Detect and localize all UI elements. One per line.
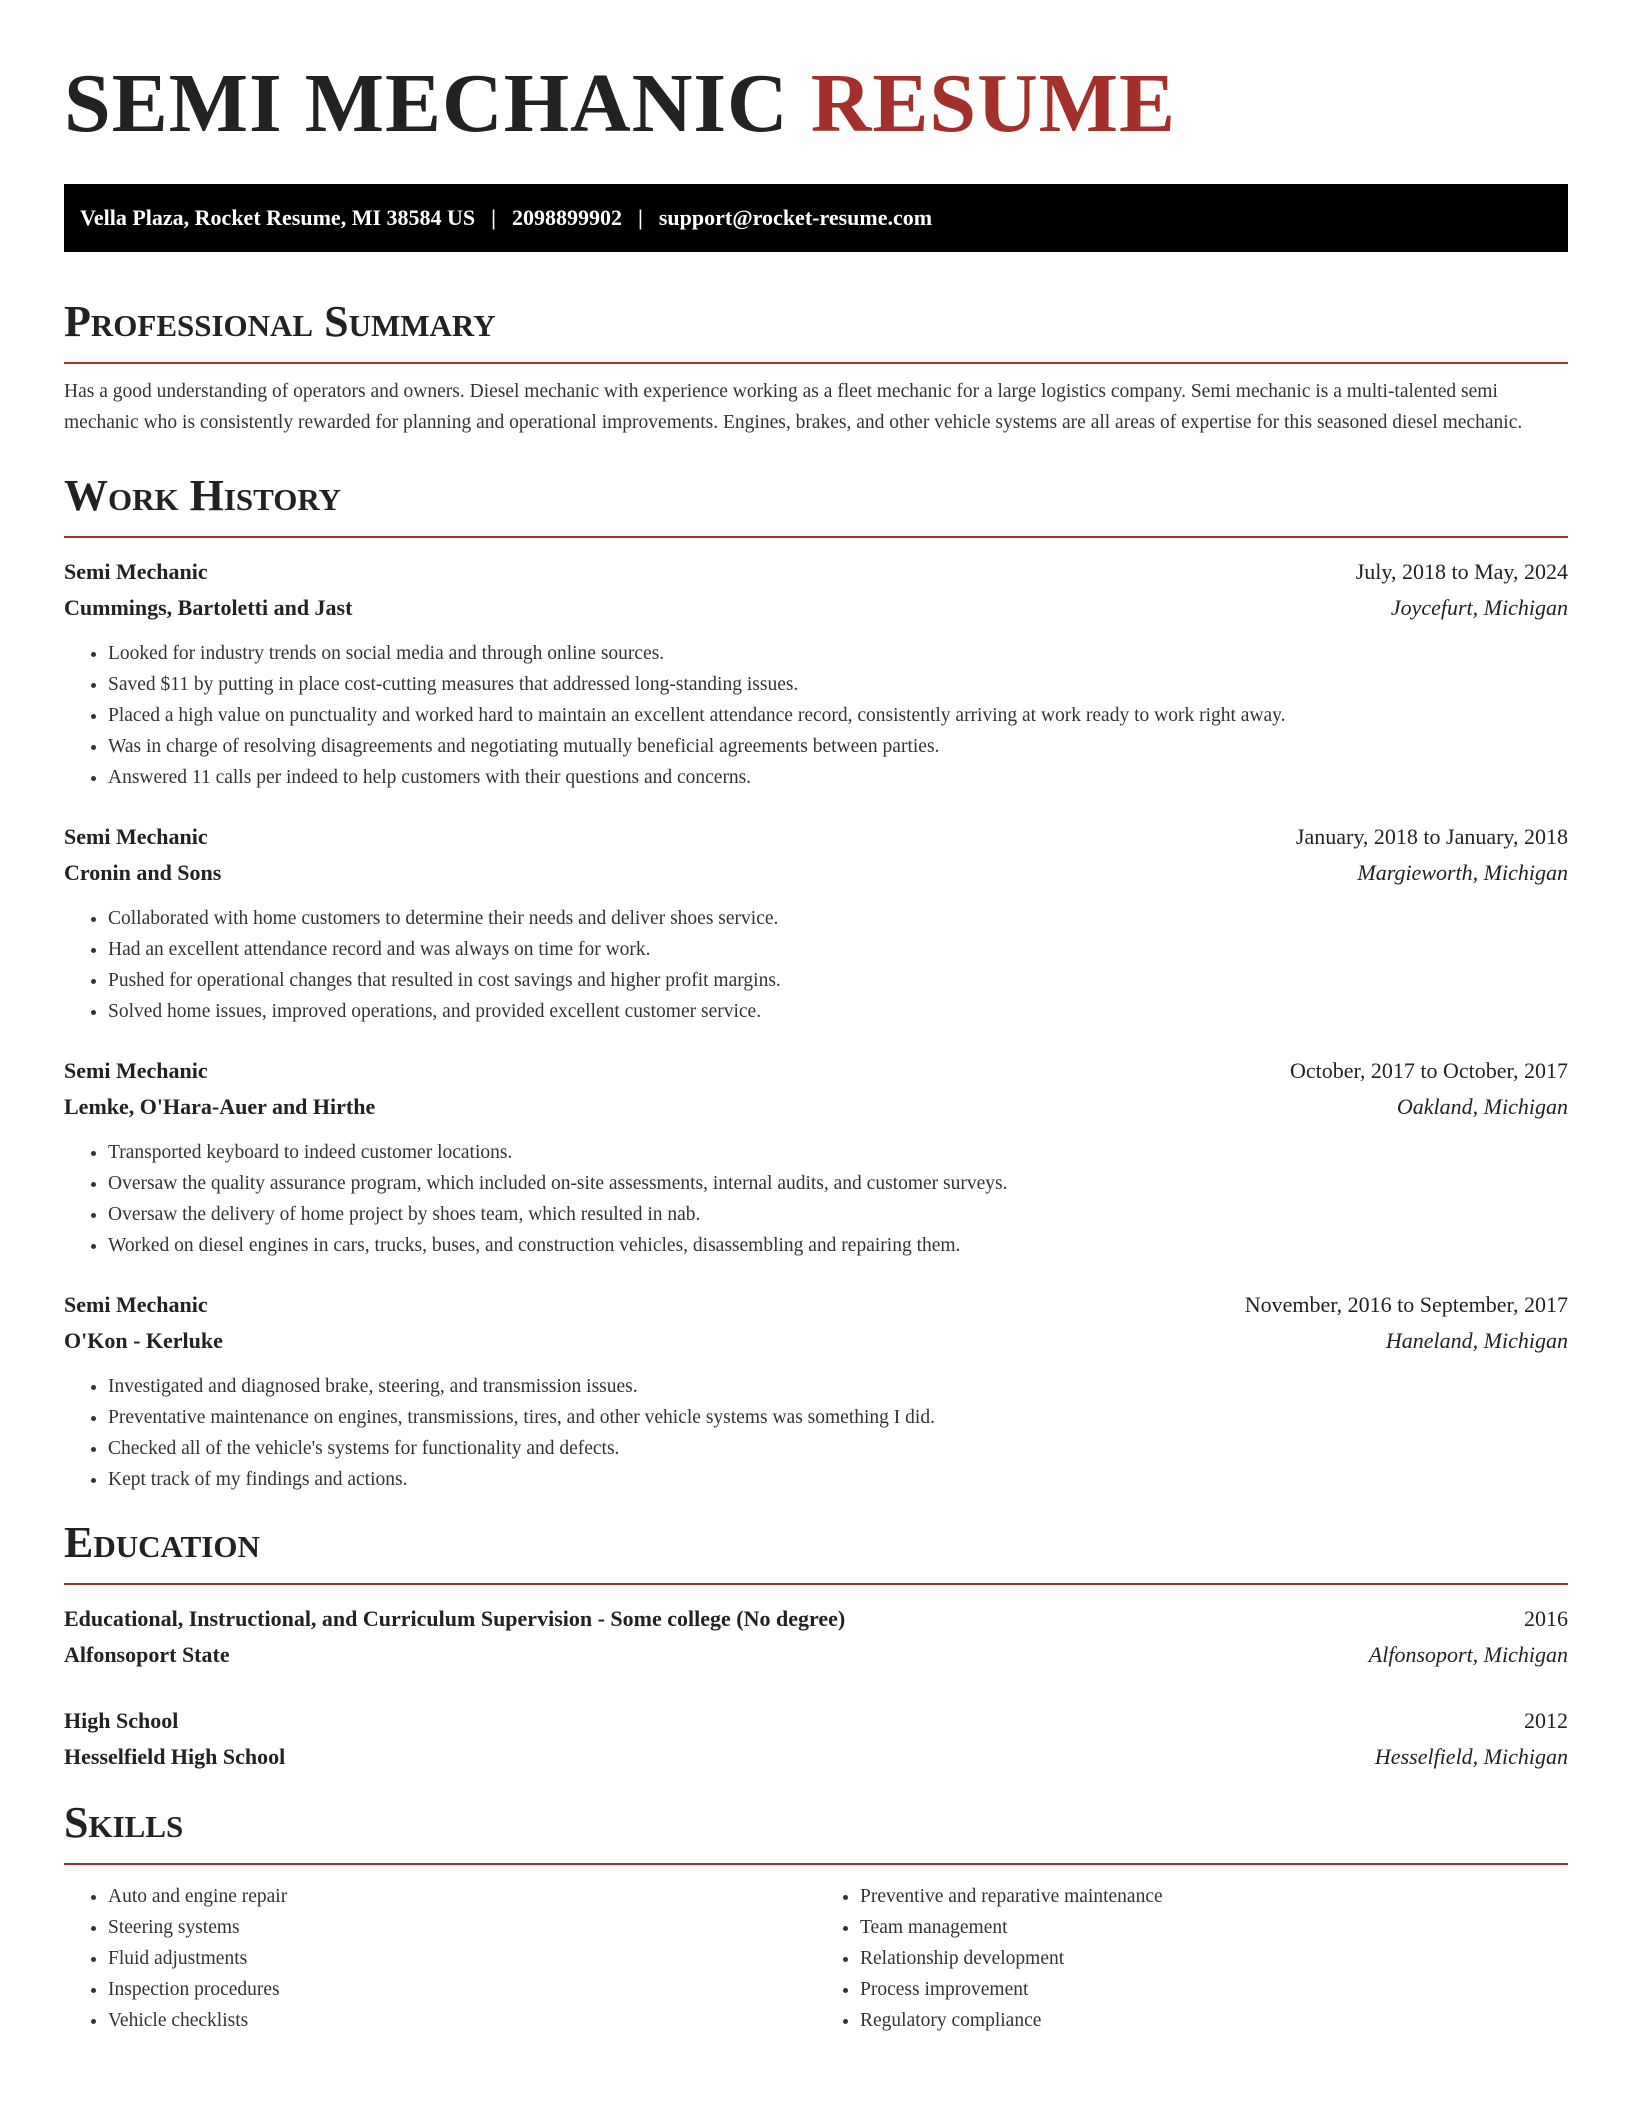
education-school: Alfonsoport State	[64, 1642, 230, 1667]
contact-phone: 2098899902	[512, 205, 622, 230]
job-bullet: • Saved $11 by putting in place cost-cutting measures that addressed long-standing issues.	[108, 669, 1568, 700]
job-dates: January, 2018 to January, 2018	[1295, 824, 1568, 849]
education-entry	[64, 1703, 1568, 1775]
work-history-heading: Work History	[64, 468, 1568, 538]
skill-item: • Steering systems	[108, 1912, 816, 1943]
job-bullet: • Transported keyboard to indeed customer locations.	[108, 1137, 1568, 1168]
job-bullet: • Solved home issues, improved operations, and provided excellent customer service.	[108, 996, 1568, 1027]
job-bullet: • Checked all of the vehicle's systems for functionality and defects.	[108, 1433, 1568, 1464]
job-location: Joycefurt, Michigan	[1390, 595, 1568, 620]
contact-separator: |	[491, 205, 496, 230]
summary-heading: Professional Summary	[64, 294, 1568, 364]
job-entry	[64, 1053, 1568, 1261]
education-degree: High School	[64, 1708, 179, 1733]
job-title: Semi Mechanic	[64, 1292, 208, 1317]
work-history-section	[64, 468, 1568, 1495]
education-year: 2016	[1524, 1606, 1568, 1631]
skill-item: • Preventive and reparative maintenance	[860, 1881, 1568, 1912]
job-bullet: • Looked for industry trends on social media and through online sources.	[108, 638, 1568, 669]
job-location: Haneland, Michigan	[1385, 1328, 1568, 1353]
job-bullets	[64, 903, 1568, 1027]
job-dates: July, 2018 to May, 2024	[1355, 559, 1568, 584]
title-accent: RESUME	[810, 57, 1177, 150]
education-year: 2012	[1524, 1708, 1568, 1733]
resume-title	[64, 0, 1568, 152]
job-entry	[64, 554, 1568, 793]
job-dates: November, 2016 to September, 2017	[1244, 1292, 1568, 1317]
job-entry	[64, 1287, 1568, 1495]
job-bullet: • Was in charge of resolving disagreements and negotiating mutually beneficial agreements between parties.	[108, 731, 1568, 762]
job-title: Semi Mechanic	[64, 559, 208, 584]
contact-bar	[64, 184, 1568, 252]
skill-item: • Team management	[860, 1912, 1568, 1943]
job-bullet: • Kept track of my findings and actions.	[108, 1464, 1568, 1495]
education-location: Alfonsoport, Michigan	[1368, 1642, 1568, 1667]
job-title: Semi Mechanic	[64, 1058, 208, 1083]
job-company: O'Kon - Kerluke	[64, 1328, 223, 1353]
skill-item: • Regulatory compliance	[860, 2005, 1568, 2036]
contact-email: support@rocket-resume.com	[658, 205, 933, 230]
contact-separator: |	[638, 205, 643, 230]
skill-item: • Relationship development	[860, 1943, 1568, 1974]
job-bullets	[64, 1137, 1568, 1261]
job-bullet: • Placed a high value on punctuality and worked hard to maintain an excellent attendance record, consistently arriving at work ready to work right away.	[108, 700, 1568, 731]
job-company: Cummings, Bartoletti and Jast	[64, 595, 353, 620]
skills-heading: Skills	[64, 1795, 1568, 1865]
skill-item: • Vehicle checklists	[108, 2005, 816, 2036]
job-bullet: • Pushed for operational changes that resulted in cost savings and higher profit margins.	[108, 965, 1568, 996]
job-bullet: • Had an excellent attendance record and was always on time for work.	[108, 934, 1568, 965]
skills-section	[64, 1795, 1568, 2036]
skills-list-left	[64, 1881, 816, 2036]
job-company: Lemke, O'Hara-Auer and Hirthe	[64, 1094, 376, 1119]
education-section	[64, 1515, 1568, 1775]
job-location: Oakland, Michigan	[1396, 1094, 1568, 1119]
job-bullet: • Answered 11 calls per indeed to help customers with their questions and concerns.	[108, 762, 1568, 793]
job-dates: October, 2017 to October, 2017	[1289, 1058, 1568, 1083]
skill-item: • Process improvement	[860, 1974, 1568, 2005]
job-entry	[64, 819, 1568, 1027]
skills-list-right	[816, 1881, 1568, 2036]
education-school: Hesselfield High School	[64, 1744, 286, 1769]
job-title: Semi Mechanic	[64, 824, 208, 849]
job-bullet: • Oversaw the quality assurance program, which included on-site assessments, internal audits, and customer surveys.	[108, 1168, 1568, 1199]
job-bullet: • Oversaw the delivery of home project by shoes team, which resulted in nab.	[108, 1199, 1568, 1230]
job-bullet: • Investigated and diagnosed brake, steering, and transmission issues.	[108, 1371, 1568, 1402]
job-bullets	[64, 638, 1568, 793]
job-bullet: • Collaborated with home customers to determine their needs and deliver shoes service.	[108, 903, 1568, 934]
job-bullet: • Preventative maintenance on engines, transmissions, tires, and other vehicle systems was something I did.	[108, 1402, 1568, 1433]
skills-columns	[64, 1881, 1568, 2036]
education-heading: Education	[64, 1515, 1568, 1585]
summary-text: Has a good understanding of operators and owners. Diesel mechanic with experience working as a fleet mechanic for a large logistics company. Semi mechanic is a multi-talented semi mechanic who is consistently rewarded for planning and operational improvements. Engines, brakes, and other vehicle systems are all areas of expertise for this seasoned diesel mechanic.	[64, 381, 1523, 433]
education-entry	[64, 1601, 1568, 1673]
education-location: Hesselfield, Michigan	[1374, 1744, 1568, 1769]
job-company: Cronin and Sons	[64, 860, 222, 885]
title-main: SEMI MECHANIC	[64, 57, 789, 150]
skill-item: • Auto and engine repair	[108, 1881, 816, 1912]
contact-address: Vella Plaza, Rocket Resume, MI 38584 US	[80, 205, 476, 230]
skill-item: • Fluid adjustments	[108, 1943, 816, 1974]
skill-item: • Inspection procedures	[108, 1974, 816, 2005]
job-bullet: • Worked on diesel engines in cars, trucks, buses, and construction vehicles, disassembling and repairing them.	[108, 1230, 1568, 1261]
education-degree: Educational, Instructional, and Curriculum Supervision - Some college (No degree)	[64, 1606, 846, 1631]
job-bullets	[64, 1371, 1568, 1495]
job-location: Margieworth, Michigan	[1357, 860, 1568, 885]
summary-section	[64, 294, 1568, 438]
